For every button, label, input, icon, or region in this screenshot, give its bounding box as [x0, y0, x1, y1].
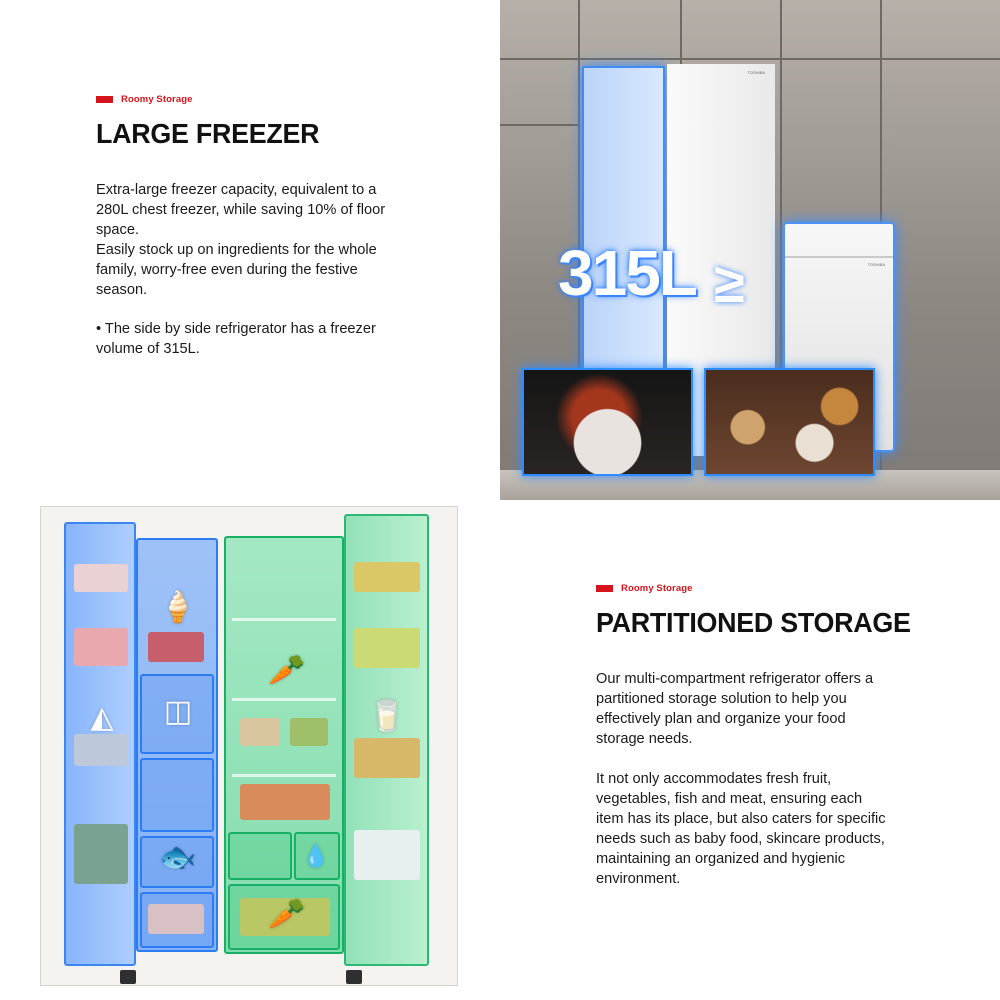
- chest-freezer-lid: [785, 224, 893, 258]
- drink-bottles-icon: 🥛: [368, 700, 406, 733]
- fridge-interior-image: [0, 500, 500, 1000]
- volume-label: 315L: [558, 237, 696, 309]
- freezer-shelf: [140, 758, 214, 832]
- pizza-icon: ◭: [90, 701, 114, 734]
- large-freezer-section: [0, 0, 500, 500]
- tag-bar: [596, 585, 613, 592]
- chest-brand: TOSHIBA: [867, 262, 885, 267]
- fridge-foot-left: [120, 970, 136, 984]
- feast-photo: [704, 368, 875, 476]
- fridge-foot-right: [346, 970, 362, 984]
- fresh-food-compartment: [224, 536, 344, 954]
- fridge-brand: TOSHIBA: [747, 70, 765, 75]
- tag-text: Roomy Storage: [621, 583, 693, 594]
- section-title: LARGE FREEZER: [96, 118, 320, 149]
- section-details: It not only accommodates fresh fruit, vegetables, fish and meat, ensuring each item has its place, but also caters for specific needs such as baby food, skincare products, maintaining an organized and hygienic environment.: [596, 771, 886, 887]
- ice-cubes-icon: ◫: [163, 695, 193, 728]
- tag-bar: [96, 96, 113, 103]
- freezer-compartment: [136, 538, 218, 952]
- fruit-vegetable-icon: 🥕: [268, 654, 306, 687]
- section-description: Extra-large freezer capacity, equivalent to a 280L chest freezer, while saving 10% of floor space. Easily stock up on ingredients for the whole family, worry-free even during the festive season.: [96, 182, 386, 298]
- ice-cream-icon: 🍦: [159, 591, 197, 624]
- partitioned-storage-section: [500, 500, 1000, 1000]
- tag-text: Roomy Storage: [121, 94, 193, 105]
- section-tag: [596, 583, 693, 594]
- water-drop-icon: 💧: [302, 843, 330, 868]
- small-drawer-left: [228, 832, 292, 880]
- section-tag: [96, 94, 193, 105]
- seafood-photo: [522, 368, 693, 476]
- section-description: Our multi-compartment refrigerator offers a partitioned storage solution to help you effectively plan and organize your food storage needs.: [596, 671, 874, 747]
- crisper-fruit-icon: 🥕: [268, 898, 306, 931]
- section-title: PARTITIONED STORAGE: [596, 607, 911, 638]
- freezer-volume-note: • The side by side refrigerator has a freezer volume of 315L.: [96, 321, 376, 357]
- fish-meat-icon: 🐟: [159, 841, 197, 874]
- freezer-door-bins: [64, 522, 136, 966]
- freezer-comparison-image: [500, 0, 1000, 500]
- refrigerator-door-bins: [344, 514, 429, 966]
- greater-equal-icon: ≥: [714, 251, 745, 314]
